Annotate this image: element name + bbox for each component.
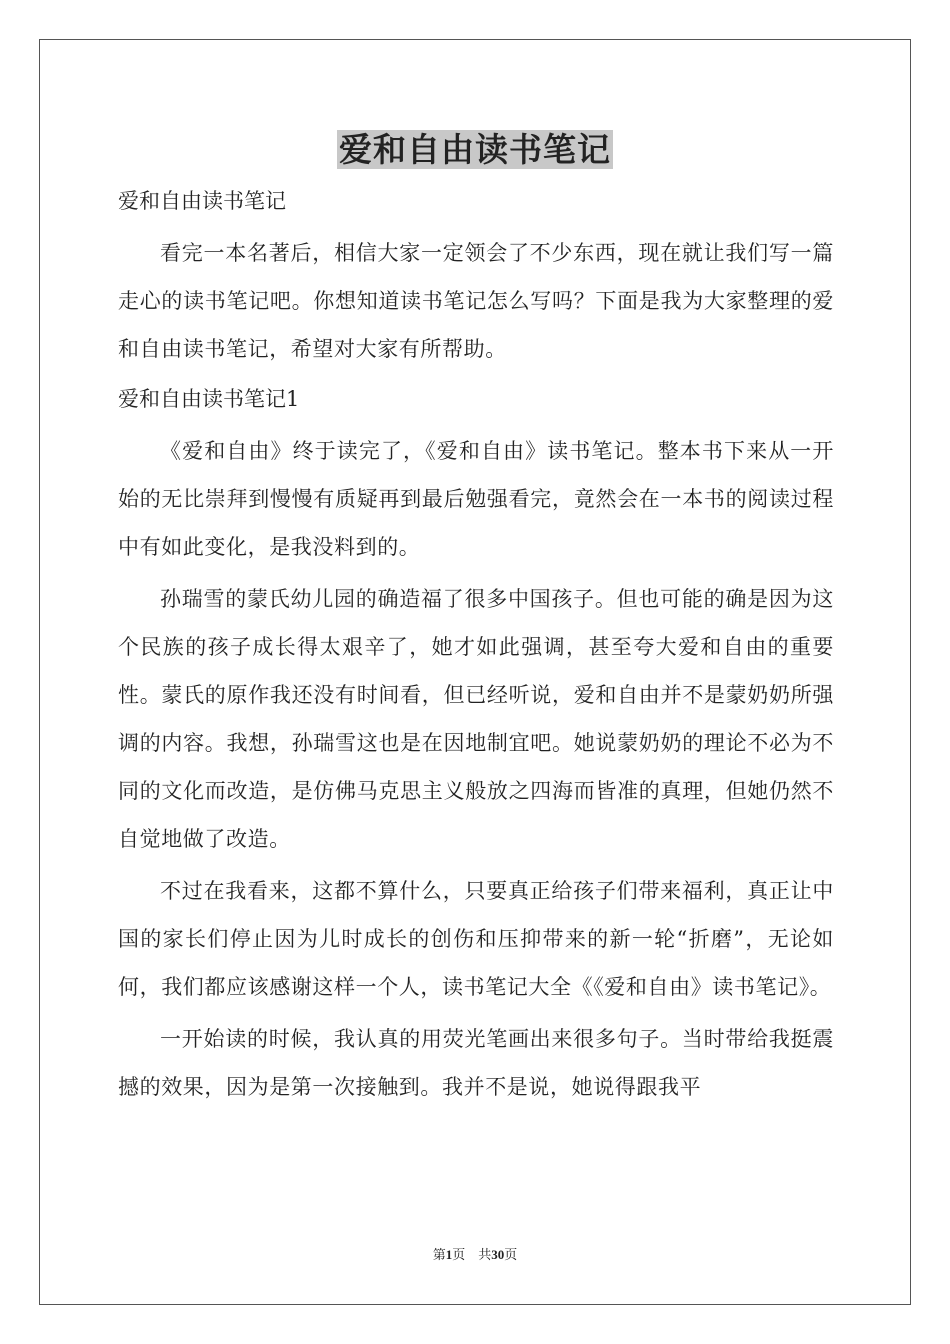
document-title <box>0 126 950 174</box>
document-body <box>118 177 834 1111</box>
current-page-number: 1 <box>445 1247 453 1262</box>
body-paragraph-2: 孙瑞雪的蒙氏幼儿园的确造福了很多中国孩子。但也可能的确是因为这个民族的孩子成长得太艰辛了，她才如此强调，甚至夸大爱和自由的重要性。蒙氏的原作我还没有时间看，但已经听说，爱和自由并不是蒙奶奶所强调的内容。我想，孙瑞雪这也是在因地制宜吧。她说蒙奶奶的理论不必为不同的文化而改造，是仿佛马克思主义般放之四海而皆准的真理，但她仍然不自觉地做了改造。 <box>118 587 834 851</box>
footer-suffix: 页 <box>504 1247 518 1262</box>
intro-paragraph: 看完一本名著后，相信大家一定领会了不少东西，现在就让我们写一篇走心的读书笔记吧。你想知道读书笔记怎么写吗？下面是我为大家整理的爱和自由读书笔记，希望对大家有所帮助。 <box>118 241 834 361</box>
section-heading: 爱和自由读书笔记1 <box>118 387 300 411</box>
body-paragraph-3: 不过在我看来，这都不算什么，只要真正给孩子们带来福利，真正让中国的家长们停止因为儿时成长的创伤和压抑带来的新一轮“折磨”，无论如何，我们都应该感谢这样一个人，读书笔记大全《《爱和自由》读书笔记》。 <box>118 879 834 999</box>
body-paragraph-4: 一开始读的时候，我认真的用荧光笔画出来很多句子。当时带给我挺震撼的效果，因为是第一次接触到。我并不是说，她说得跟我平 <box>118 1027 834 1099</box>
document-subtitle: 爱和自由读书笔记 <box>118 189 286 213</box>
total-page-count: 30 <box>491 1247 505 1262</box>
footer-prefix: 第 <box>432 1247 446 1262</box>
footer-mid: 页 共 <box>452 1247 492 1262</box>
body-paragraph-1: 《爱和自由》终于读完了，《爱和自由》读书笔记。整本书下来从一开始的无比崇拜到慢慢有质疑再到最后勉强看完，竟然会在一本书的阅读过程中有如此变化，是我没料到的。 <box>118 439 834 559</box>
page-number-footer <box>0 1245 950 1265</box>
document-title-text: 爱和自由读书笔记 <box>339 130 611 169</box>
